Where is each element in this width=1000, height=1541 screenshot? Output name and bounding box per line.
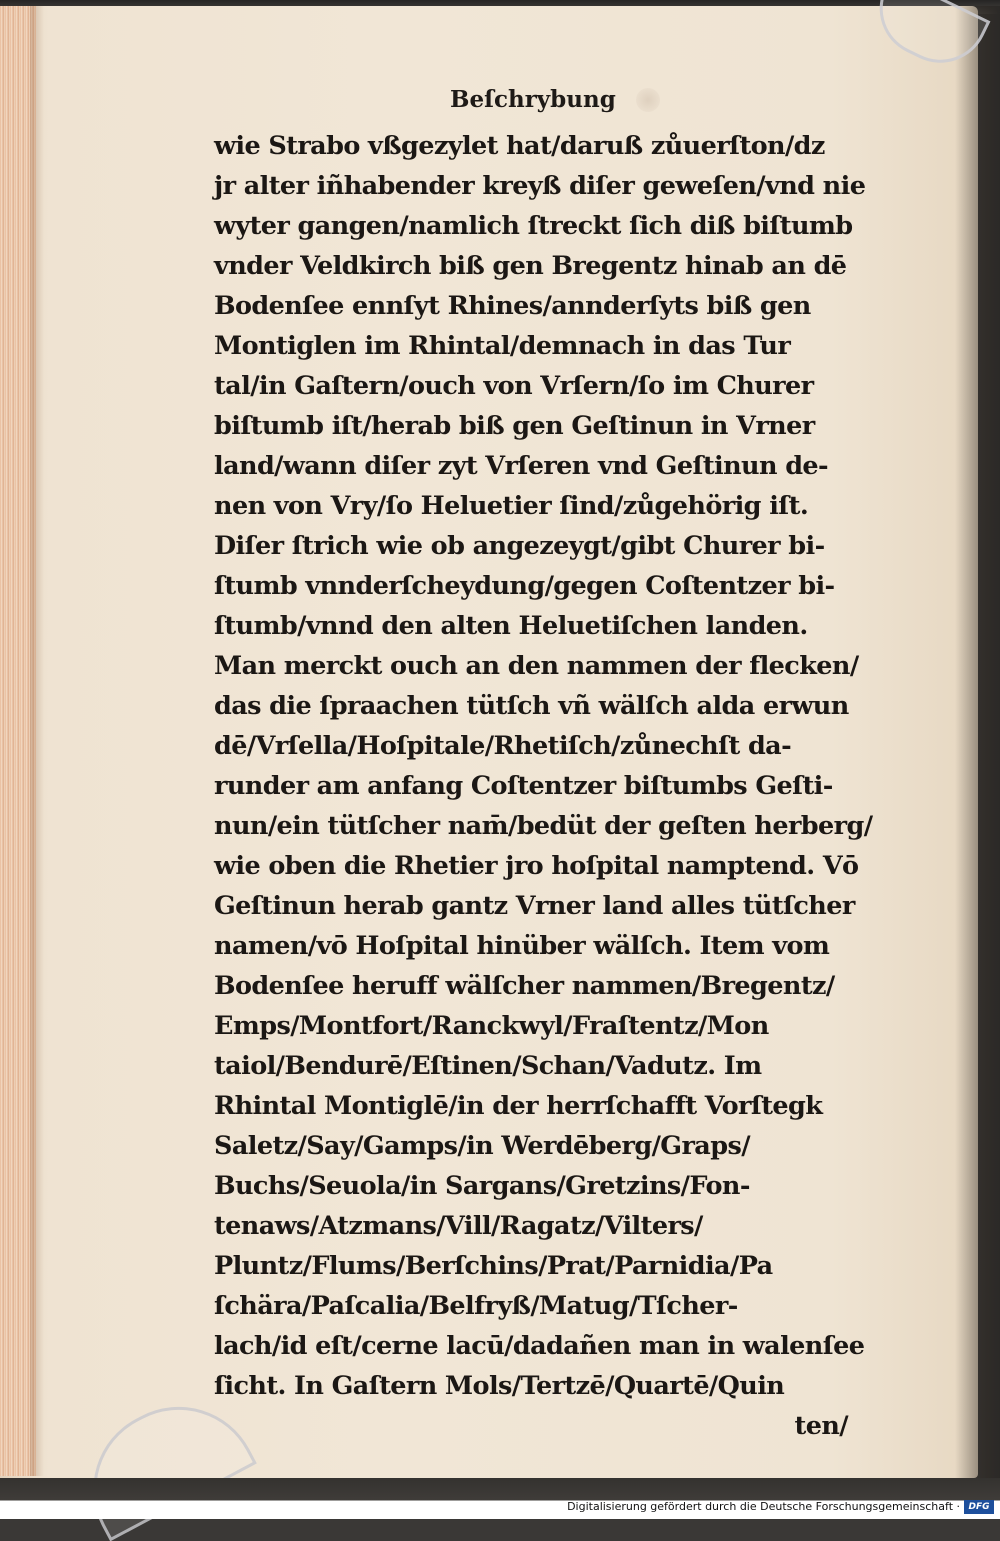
text-line: jr alter iñhabender kreyß diſer geweſen/vnd nie bbox=[214, 171, 866, 201]
text-line: tal/in Gaſtern/ouch von Vrſern/ſo im Churer bbox=[214, 371, 814, 401]
text-line: Montiglen im Rhintal/demnach in das Tur bbox=[214, 331, 791, 361]
text-line: Bodenſee heruff wälſcher nammen/Bregentz/ bbox=[214, 971, 835, 1001]
text-block bbox=[214, 126, 873, 1446]
text-line: taiol/Bendurē/Eſtinen/Schan/Vadutz. Im bbox=[214, 1051, 762, 1081]
text-line: lach/id eſt/cerne lacū/dadañen man in walenſee bbox=[214, 1331, 865, 1361]
running-head: Beſchrybung bbox=[450, 86, 616, 113]
text-line: ſicht. In Gaſtern Mols/Tertzē/Quartē/Quin bbox=[214, 1371, 785, 1401]
page-edge-shadow bbox=[30, 6, 44, 1476]
foxing-spot bbox=[636, 88, 660, 112]
text-line: tenaws/Atzmans/Vill/Ragatz/Vilters/ bbox=[214, 1211, 703, 1241]
text-line: Pluntz/Flums/Berſchins/Prat/Parnidia/Pa bbox=[214, 1251, 773, 1281]
text-line: Rhintal Montiglē/in der herrſchafft Vorſtegk bbox=[214, 1091, 823, 1121]
dfg-logo: DFG bbox=[964, 1500, 994, 1514]
text-line: nen von Vry/ſo Heluetier ſind/zůgehörig iſt. bbox=[214, 491, 809, 521]
text-line: Buchs/Seuola/in Sargans/Gretzins/Fon- bbox=[214, 1171, 750, 1201]
text-line: Geſtinun herab gantz Vrner land alles tütſcher bbox=[214, 891, 855, 921]
text-line: nun/ein tütſcher nam̄/bedüt der geſten herberg/ bbox=[214, 811, 873, 841]
text-line: ſtumb vnnderſcheydung/gegen Coſtentzer bi- bbox=[214, 571, 835, 601]
text-line: wyter gangen/namlich ſtreckt ſich diß biſtumb bbox=[214, 211, 853, 241]
text-line: runder am anfang Coſtentzer biſtumbs Geſti- bbox=[214, 771, 833, 801]
text-line: Diſer ſtrich wie ob angezeygt/gibt Churer bi- bbox=[214, 531, 825, 561]
text-line: land/wann diſer zyt Vrſeren vnd Geſtinun de- bbox=[214, 451, 829, 481]
text-line: namen/vō Hoſpital hinüber wälſch. Item vom bbox=[214, 931, 830, 961]
text-line: Bodenſee ennſyt Rhines/annderſyts biß gen bbox=[214, 291, 811, 321]
gutter-shadow bbox=[955, 6, 1000, 1478]
funding-credit: Digitalisierung gefördert durch die Deutsche Forschungsgemeinschaft · bbox=[567, 1500, 960, 1513]
text-line: Saletz/Say/Gamps/in Werdēberg/Graps/ bbox=[214, 1131, 750, 1161]
text-line: das die ſpraachen tütſch vñ wälſch alda erwun bbox=[214, 691, 849, 721]
text-line: biſtumb iſt/herab biß gen Geſtinun in Vrner bbox=[214, 411, 815, 441]
catchword: ten/ bbox=[794, 1411, 848, 1441]
text-line: wie Strabo vßgezylet hat/daruß zůuerſton/dz bbox=[214, 131, 825, 161]
text-line: vnder Veldkirch biß gen Bregentz hinab an dē bbox=[214, 251, 847, 281]
text-line: wie oben die Rhetier jro hoſpital namptend. Vō bbox=[214, 851, 859, 881]
text-line: ſtumb/vnnd den alten Heluetiſchen landen. bbox=[214, 611, 808, 641]
text-line: dē/Vrſella/Hoſpitale/Rhetiſch/zůnechſt da- bbox=[214, 731, 792, 761]
text-line: Emps/Montfort/Ranckwyl/Fraſtentz/Mon bbox=[214, 1011, 769, 1041]
text-line: ſchära/Paſcalia/Belfryß/Matug/Tſcher- bbox=[214, 1291, 738, 1321]
text-line: Man merckt ouch an den nammen der flecken/ bbox=[214, 651, 859, 681]
